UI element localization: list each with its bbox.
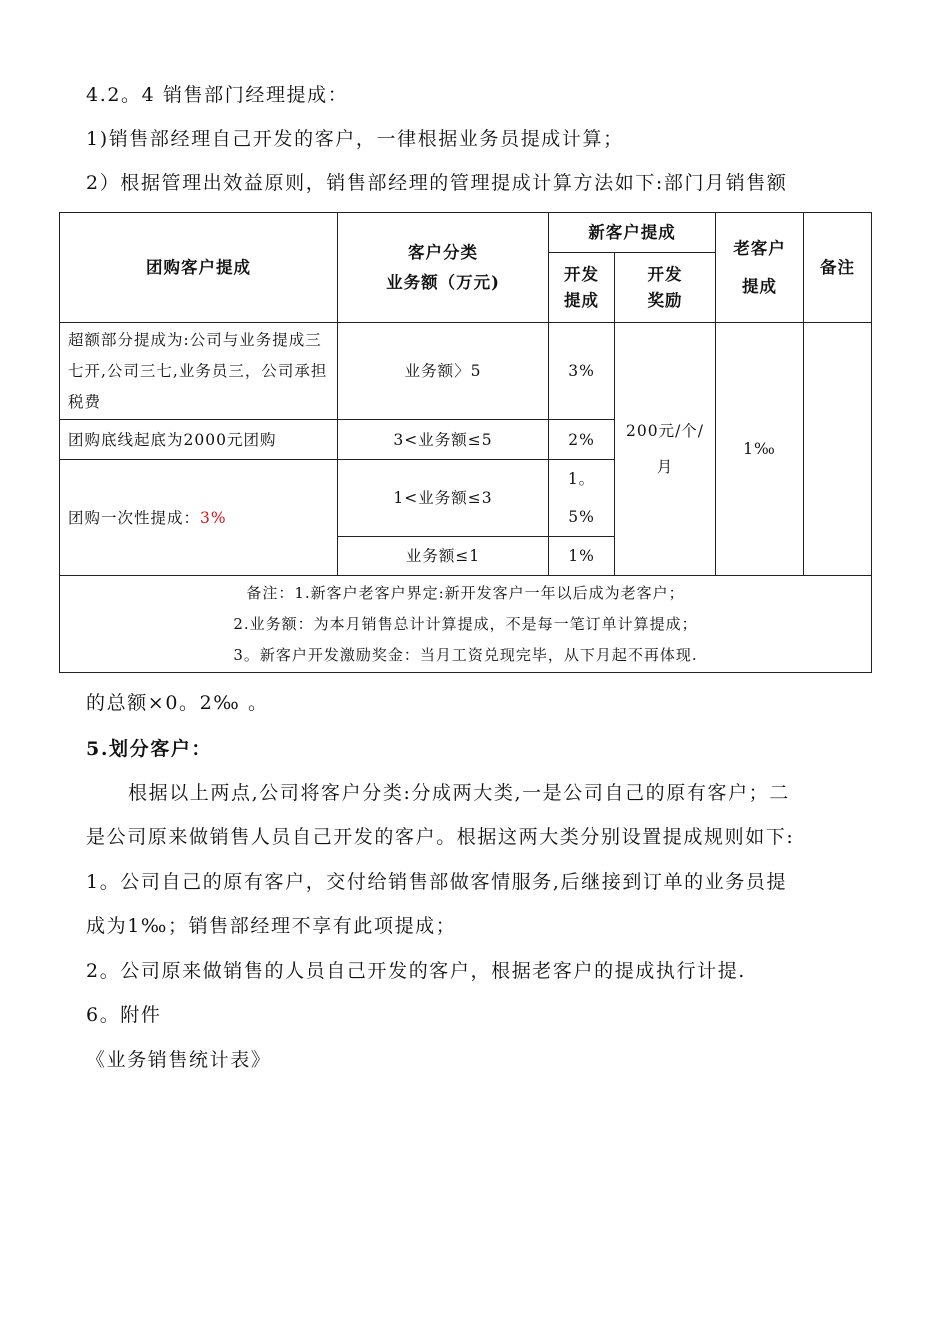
header-customer-category <box>338 213 549 323</box>
note-1: 备注：1.新客户老客户界定:新开发客户一年以后成为老客户； <box>246 583 685 602</box>
header-remark: 备注 <box>804 213 872 323</box>
attachment-title: 《业务销售统计表》 <box>86 1049 272 1071</box>
header-old-customer-line2: 提成 <box>742 276 777 296</box>
row3-group-text <box>60 460 338 576</box>
old-customer-value: 1‰ <box>716 323 804 576</box>
header-dev-bonus-line1: 开发 <box>647 264 683 284</box>
row1-group-text: 超额部分提成为:公司与业务提成三七开,公司三七,业务员三，公司承担税费 <box>60 323 338 420</box>
header-dev-bonus-line2: 奖励 <box>647 290 683 310</box>
table-notes <box>60 576 872 673</box>
note-3: 3。新客户开发激励奖金：当月工资兑现完毕，从下月起不再体现. <box>233 645 698 664</box>
row2-dev-commission: 2% <box>549 420 615 460</box>
paragraph-2: 2）根据管理出效益原则，销售部经理的管理提成计算方法如下:部门月销售额 <box>86 172 788 194</box>
note-2: 2.业务额：为本月销售总计计算提成，不是每一笔订单计算提成； <box>233 614 698 633</box>
header-category-line1: 客户分类 <box>408 242 478 262</box>
row3-group-highlight: 3% <box>200 508 227 527</box>
header-category-line2: 业务额（万元) <box>386 272 500 292</box>
rule-1-line2: 成为1‰；销售部经理不享有此项提成； <box>86 915 457 937</box>
row2-group-text: 团购底线起底为2000元团购 <box>60 420 338 460</box>
header-dev-bonus <box>615 253 716 323</box>
header-dev-commission-line2: 提成 <box>564 290 599 310</box>
header-dev-commission-line1: 开发 <box>564 264 599 284</box>
classification-paragraph-line1: 根据以上两点,公司将客户分类:分成两大类,一是公司自己的原有客户；二 <box>128 782 790 804</box>
rule-2: 2。公司原来做销售的人员自己开发的客户，根据老客户的提成执行计提. <box>86 960 746 982</box>
row2-amount: 3<业务额≤5 <box>338 420 549 460</box>
remark-cell <box>804 323 872 576</box>
classification-paragraph-line2: 是公司原来做销售人员自己开发的客户。根据这两大类分别设置提成规则如下: <box>86 826 795 848</box>
row3-amount: 1<业务额≤3 <box>338 460 549 537</box>
row1-amount: 业务额〉5 <box>338 323 549 420</box>
header-dev-commission <box>549 253 615 323</box>
section-heading-4-2-4: 4.2。4 销售部门经理提成： <box>86 84 349 106</box>
paragraph-1: 1)销售部经理自己开发的客户，一律根据业务员提成计算； <box>86 128 624 150</box>
row3-dev-commission: 1。5% <box>549 460 615 537</box>
commission-table <box>59 212 872 673</box>
header-group-commission: 团购客户提成 <box>60 213 338 323</box>
row4-dev-commission: 1% <box>549 537 615 576</box>
row4-amount: 业务额≤1 <box>338 537 549 576</box>
dev-bonus-value: 200元/个/月 <box>615 323 716 576</box>
section-5-heading: 5.划分客户： <box>86 738 213 760</box>
header-new-customer: 新客户提成 <box>549 213 716 253</box>
row3-group-prefix: 团购一次性提成： <box>68 508 201 527</box>
header-old-customer <box>716 213 804 323</box>
rule-1-line1: 1。公司自己的原有客户，交付给销售部做客情服务,后继接到订单的业务员提 <box>86 871 788 893</box>
row1-dev-commission: 3% <box>549 323 615 420</box>
total-line: 的总额×0。2‰ 。 <box>86 692 269 714</box>
header-old-customer-line1: 老客户 <box>733 238 786 258</box>
section-6-heading: 6。附件 <box>86 1004 162 1026</box>
